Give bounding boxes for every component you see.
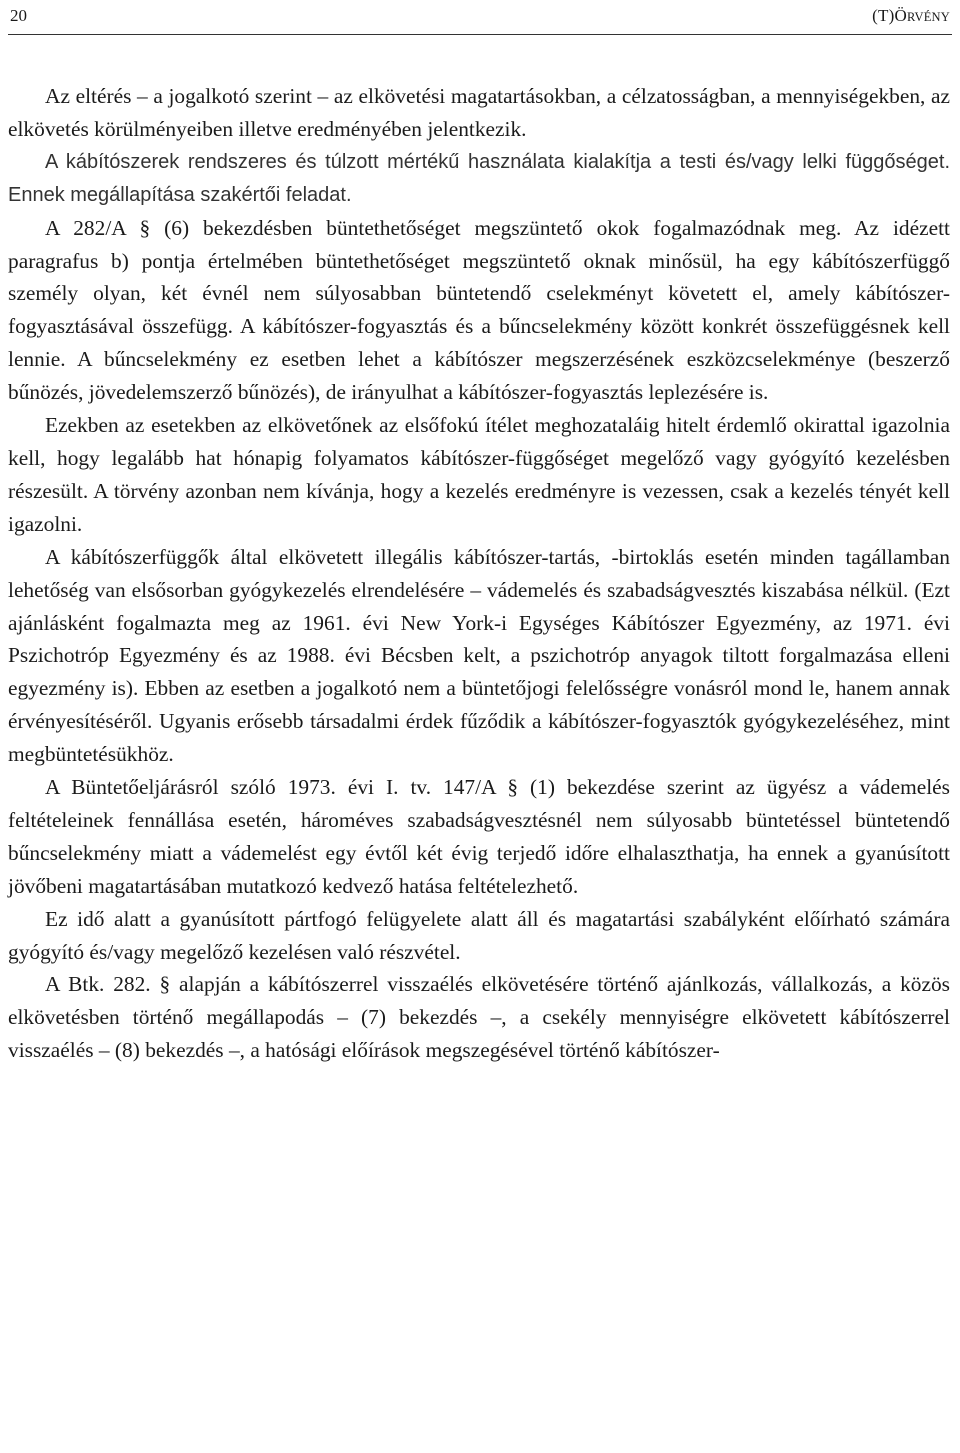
journal-title-smallcaps: RVÉNY <box>906 10 950 24</box>
paragraph-5: A kábítószerfüggők által elkövetett illegális kábítószer-tartás, -birtoklás esetén minden tagállamban lehetőség van elsősorban gyógykezelés elrendelésére – vádemelés és szabadságvesztés kiszabása nélkül. (Ezt ajánlásként fogalmazta meg az 1961. évi New York-i Egységes Kábítószer Egyezmény, az 1971. évi Pszichotróp Egyezmény és az 1988. évi Bécsben kelt, a pszichotróp anyagok tiltott forgalmazása elleni egyezmény is). Ebben az esetben a jogalkotó nem a büntetőjogi felelősségre vonásról mond le, hanem annak érvényesítéséről. Ugyanis erősebb társadalmi érdek fűződik a kábítószer-fogyasztók gyógykezeléséhez, mint megbüntetésükhöz. <box>8 544 950 767</box>
page-header <box>8 0 952 35</box>
paragraph-7: Ez idő alatt a gyanúsított pártfogó felügyelete alatt áll és magatartási szabályként előírható számára gyógyító és/vagy megelőző kezelésen való részvétel. <box>8 906 950 964</box>
journal-running-title <box>872 6 950 26</box>
paragraph-8: A Btk. 282. § alapján a kábítószerrel visszaélés elkövetésére történő ajánlkozás, vállalkozás, a közös elkövetésben történő megállapodás – (7) bekezdés –, a csekély mennyiségre elkövetett kábítószerrel visszaélés – (8) bekezdés –, a hatósági előírások megszegésével történő kábítószer- <box>8 972 950 1063</box>
paragraph-6: A Büntetőeljárásról szóló 1973. évi I. tv. 147/A § (1) bekezdése szerint az ügyész a vádemelés feltételeinek fennállása esetén, hároméves szabadságvesztésnél nem súlyosabb büntetéssel büntetendő bűncselekmény miatt a vádemelést egy évtől két évig terjedő időre elhalaszthatja, ha ennek a gyanúsított jövőbeni magatartásában mutatkozó kedvező hatása feltételezhető. <box>8 775 950 898</box>
journal-title-prefix: (T)Ö <box>872 6 907 25</box>
paragraph-4: Ezekben az esetekben az elkövetőnek az elsőfokú ítélet meghozataláig hitelt érdemlő okirattal igazolnia kell, hogy legalább hat hónapig folyamatos kábítószer-függőséget megelőző vagy gyógyító kezelésben részesült. A törvény azonban nem kívánja, hogy a kezelés eredményre is vezessen, csak a kezelés tényét kell igazolni. <box>8 413 950 536</box>
paragraph-2: A kábítószerek rendszeres és túlzott mértékű használata kialakítja a testi és/vagy lelki függőséget. Ennek megállapítása szakértői feladat. <box>8 150 950 206</box>
paragraph-3: A 282/A § (6) bekezdésben büntethetőséget megszüntető okok fogalmazódnak meg. Az idézett paragrafus b) pontja értelmében büntethetőséget megszüntető oknak minősül, ha egy kábítószerfüggő személy olyan, két évnél nem súlyosabban büntetendő cselekményt követett el, amely kábítószer-fogyasztásával összefügg. A kábítószer-fogyasztás és a bűncselekmény között konkrét összefüggésnek kell lennie. A bűncselekmény ez esetben lehet a kábítószer megszerzésének eszközcselekménye (beszerző bűnözés, jövedelemszerző bűnözés), de irányulhat a kábítószer-fogyasztás leplezésére is. <box>8 215 950 405</box>
paragraph-1: Az eltérés – a jogalkotó szerint – az elkövetési magatartásokban, a célzatosságban, a mennyiségekben, az elkövetés körülményeiben illetve eredményében jelentkezik. <box>8 84 950 141</box>
page-number: 20 <box>10 6 27 25</box>
article-body <box>8 80 950 1067</box>
